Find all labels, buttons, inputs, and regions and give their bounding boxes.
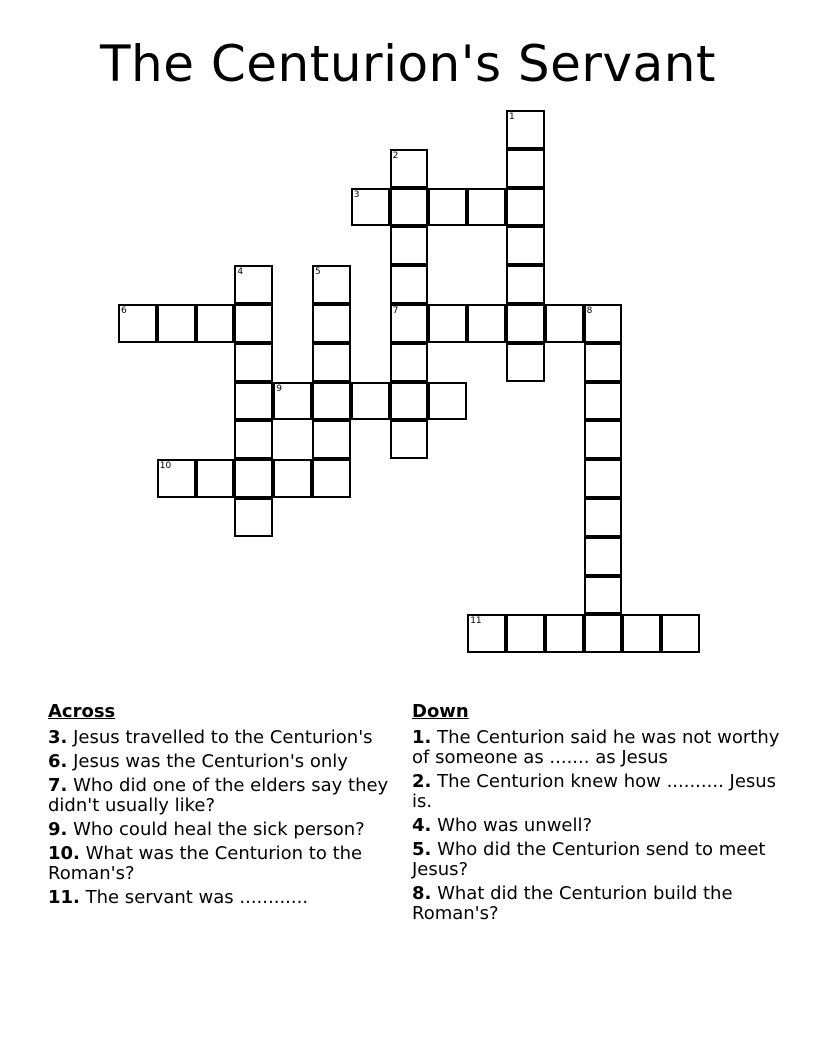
clue-number: 3: [353, 189, 360, 200]
clue-number: 10: [159, 461, 172, 472]
cell-10-start[interactable]: [157, 459, 196, 498]
crossword-cell[interactable]: [584, 459, 623, 498]
crossword-cell[interactable]: [584, 498, 623, 537]
crossword-cell[interactable]: [428, 382, 467, 421]
clue-number: 11.: [48, 887, 80, 908]
down-clue: [412, 840, 782, 880]
clue-text: Who did the Centurion send to meet Jesus?: [412, 839, 766, 880]
clue-number: 6.: [48, 751, 68, 772]
clue-number: 8: [586, 306, 593, 316]
crossword-cell[interactable]: [351, 382, 390, 421]
crossword-cell[interactable]: [584, 420, 623, 459]
crossword-cell[interactable]: [506, 304, 545, 343]
down-clue: [412, 816, 782, 836]
across-heading: Across: [48, 701, 116, 722]
cell-7-start[interactable]: [390, 304, 429, 343]
clue-number: 4: [237, 267, 244, 278]
crossword-cell[interactable]: [390, 420, 429, 459]
across-clue: [48, 820, 393, 840]
crossword-cell[interactable]: [312, 343, 351, 382]
clue-number: 1: [509, 112, 515, 122]
clue-number: 9.: [48, 819, 68, 840]
clue-text: Who did one of the elders say they didn't usually like?: [48, 775, 389, 816]
crossword-cell[interactable]: [196, 459, 235, 498]
clue-text: Who could heal the sick person?: [67, 819, 365, 840]
crossword-cell[interactable]: [584, 537, 623, 576]
clue-number: 5: [315, 267, 321, 278]
clue-text: The servant was ............: [79, 887, 309, 908]
across-clue: [48, 776, 393, 816]
crossword-cell[interactable]: [312, 459, 351, 498]
across-clue: [48, 888, 393, 908]
crossword-cell[interactable]: [234, 304, 273, 343]
puzzle-title: The Centurion's Servant: [99, 35, 717, 93]
clue-text: Who was unwell?: [431, 815, 593, 836]
crossword-cell[interactable]: [390, 188, 429, 227]
crossword-cell[interactable]: [196, 304, 235, 343]
crossword-cell[interactable]: [467, 188, 506, 227]
crossword-cell[interactable]: [506, 188, 545, 227]
crossword-cell[interactable]: [312, 382, 351, 421]
clue-number: 7: [392, 306, 399, 316]
crossword-cell[interactable]: [506, 226, 545, 265]
crossword-cell[interactable]: [622, 614, 661, 653]
cell-3-start[interactable]: [351, 188, 390, 227]
clue-number: 9: [276, 383, 282, 394]
crossword-cell[interactable]: [234, 459, 273, 498]
crossword-cell[interactable]: [312, 304, 351, 343]
cell-2-start[interactable]: [390, 149, 429, 188]
down-clues: [412, 702, 782, 928]
clue-number: 4.: [412, 815, 432, 836]
crossword-cell[interactable]: [273, 459, 312, 498]
clue-number: 2.: [412, 771, 432, 792]
crossword-cell[interactable]: [234, 382, 273, 421]
clue-text: Jesus travelled to the Centurion's: [67, 727, 373, 748]
across-clue: [48, 752, 393, 772]
crossword-cell[interactable]: [234, 343, 273, 382]
clue-number: 7.: [48, 775, 68, 796]
down-clue: [412, 884, 782, 924]
clue-number: 11: [470, 616, 482, 627]
crossword-cell[interactable]: [390, 265, 429, 304]
crossword-cell[interactable]: [584, 343, 623, 382]
crossword-cell[interactable]: [506, 149, 545, 188]
cell-6-start[interactable]: [118, 304, 157, 343]
crossword-cell[interactable]: [312, 420, 351, 459]
crossword-cell[interactable]: [234, 498, 273, 537]
crossword-cell[interactable]: [545, 304, 584, 343]
cell-8-start[interactable]: [584, 304, 623, 343]
clue-number: 3.: [48, 727, 68, 748]
across-clue: [48, 844, 393, 884]
clue-number: 8.: [412, 883, 432, 904]
clue-text: What did the Centurion build the Roman's?: [412, 883, 733, 924]
clue-text: The Centurion said he was not worthy of someone as ....... as Jesus: [412, 727, 780, 768]
clue-number: 10.: [48, 843, 80, 864]
across-clues: [48, 702, 393, 912]
clue-number: 1.: [412, 727, 432, 748]
crossword-cell[interactable]: [428, 188, 467, 227]
down-heading: Down: [412, 701, 469, 722]
crossword-cell[interactable]: [390, 382, 429, 421]
crossword-cell[interactable]: [234, 420, 273, 459]
crossword-cell[interactable]: [157, 304, 196, 343]
crossword-cell[interactable]: [584, 576, 623, 615]
cell-1-start[interactable]: [506, 110, 545, 149]
clue-number: 6: [121, 306, 127, 316]
cell-9-start[interactable]: [273, 382, 312, 421]
crossword-cell[interactable]: [506, 343, 545, 382]
clue-number: 2: [392, 150, 399, 161]
crossword-cell[interactable]: [661, 614, 700, 653]
cell-5-start[interactable]: [312, 265, 351, 304]
crossword-cell[interactable]: [584, 614, 623, 653]
down-clue: [412, 728, 782, 768]
clue-text: Jesus was the Centurion's only: [67, 751, 348, 772]
crossword-cell[interactable]: [506, 614, 545, 653]
crossword-cell[interactable]: [584, 382, 623, 421]
across-clue: [48, 728, 393, 748]
crossword-cell[interactable]: [545, 614, 584, 653]
clue-text: What was the Centurion to the Roman's?: [48, 843, 363, 884]
crossword-cell[interactable]: [467, 304, 506, 343]
crossword-cell[interactable]: [428, 304, 467, 343]
crossword-cell[interactable]: [390, 226, 429, 265]
down-clue: [412, 772, 782, 812]
cell-4-start[interactable]: [234, 265, 273, 304]
crossword-cell[interactable]: [506, 265, 545, 304]
clue-number: 5.: [412, 839, 432, 860]
clue-text: The Centurion knew how .......... Jesus is.: [412, 771, 777, 812]
crossword-cell[interactable]: [390, 343, 429, 382]
cell-11-start[interactable]: [467, 614, 506, 653]
